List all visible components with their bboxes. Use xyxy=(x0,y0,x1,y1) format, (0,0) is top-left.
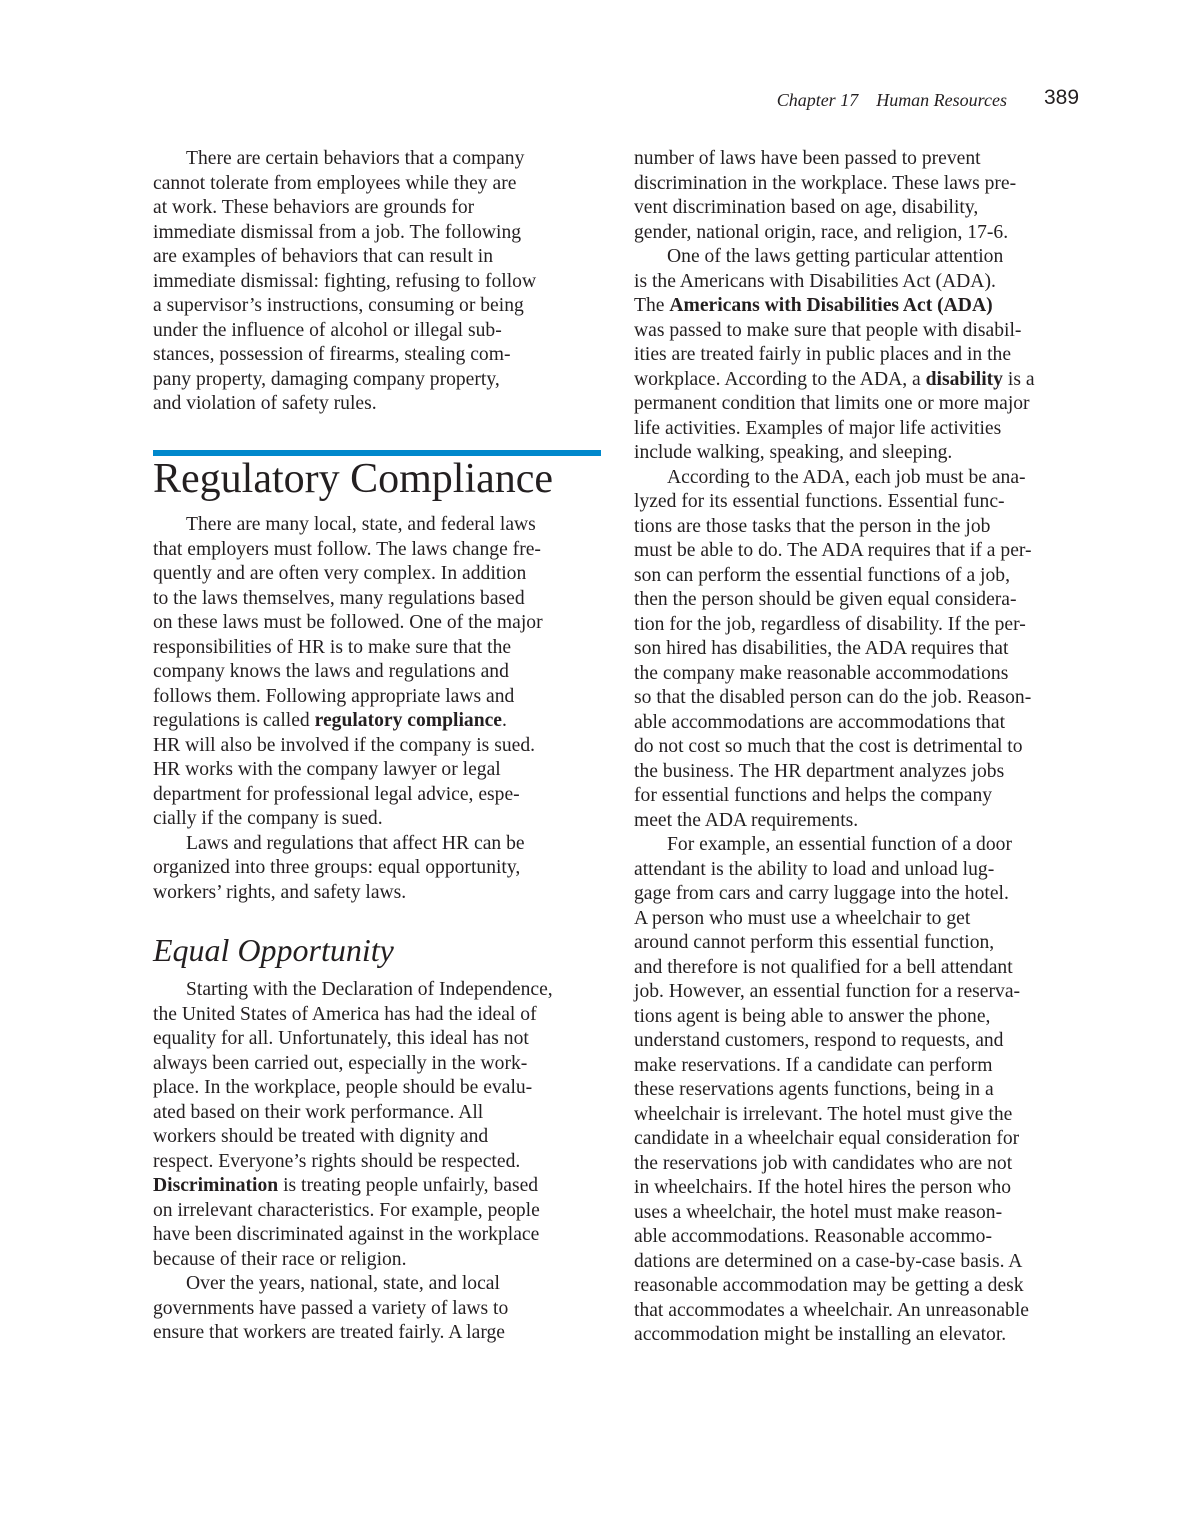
text-line: stances, possession of firearms, stealing com- xyxy=(153,344,511,365)
text-line: discrimination in the workplace. These laws pre- xyxy=(634,172,1017,194)
text-line: son hired has disabilities, the ADA requires that xyxy=(634,638,1009,659)
text-line: understand customers, respond to requests, and xyxy=(634,1030,1004,1051)
text-line: always been carried out, especially in the work- xyxy=(153,1052,528,1074)
text-line: uses a wheelchair, the hotel must make reason- xyxy=(634,1201,1003,1223)
text-line: reasonable accommodation may be getting a desk xyxy=(634,1275,1024,1296)
text-line: that employers must follow. The laws change fre- xyxy=(153,538,541,560)
subsection-heading: Equal Opportunity xyxy=(153,932,394,968)
text-line: cannot tolerate from employees while they are xyxy=(153,172,517,194)
text-line: cially if the company is sued. xyxy=(153,808,383,829)
text-span: regulations is called xyxy=(153,710,315,731)
text-line: There are many local, state, and federal laws xyxy=(186,514,536,535)
text-line: permanent condition that limits one or more major xyxy=(634,393,1030,414)
text-line: equality for all. Unfortunately, this ideal has not xyxy=(153,1028,529,1049)
text-line: immediate dismissal: fighting, refusing to follow xyxy=(153,270,537,292)
text-line: around cannot perform this essential function, xyxy=(634,932,995,953)
text-line: Starting with the Declaration of Independence, xyxy=(186,979,553,1000)
text-line: because of their race or religion. xyxy=(153,1248,407,1270)
text-line: wheelchair is irrelevant. The hotel must give the xyxy=(634,1103,1013,1125)
text-line: are examples of behaviors that can result in xyxy=(153,246,494,267)
text-line: tions agent is being able to answer the phone, xyxy=(634,1005,991,1027)
text-line: place. In the workplace, people should be evalu- xyxy=(153,1077,533,1098)
text-span: The xyxy=(634,295,670,316)
text-line: and therefore is not qualified for a bell attendant xyxy=(634,956,1013,978)
right-column xyxy=(634,147,1084,1348)
text-line: company knows the laws and regulations and xyxy=(153,661,509,682)
section-heading: Regulatory Compliance xyxy=(153,456,554,502)
text-line: able accommodations are accommodations that xyxy=(634,711,1006,733)
text-line: job. However, an essential function for a reserva- xyxy=(634,981,1021,1002)
text-line: Over the years, national, state, and local xyxy=(186,1273,500,1294)
page-number: 389 xyxy=(1044,86,1080,109)
text-line: tions are those tasks that the person in the job xyxy=(634,515,991,537)
text-line: is the Americans with Disabilities Act (ADA). xyxy=(634,270,996,292)
text-line: There are certain behaviors that a company xyxy=(186,148,525,169)
text-line: for essential functions and helps the company xyxy=(634,785,993,806)
text-line: lyzed for its essential functions. Essential func- xyxy=(634,491,1005,512)
text-line: so that the disabled person can do the job. Reason- xyxy=(634,687,1032,708)
text-line xyxy=(634,368,1084,393)
left-paragraph-2 xyxy=(153,513,603,905)
left-paragraph-4 xyxy=(153,978,603,1346)
text-line: must be able to do. The ADA requires that if a per- xyxy=(634,540,1032,561)
text-line: make reservations. If a candidate can perform xyxy=(634,1054,993,1076)
running-head: Chapter 17 Human Resources xyxy=(776,90,1007,110)
text-line: workers should be treated with dignity and xyxy=(153,1126,489,1147)
text-line: Laws and regulations that affect HR can be xyxy=(186,832,525,854)
text-line: then the person should be given equal considera- xyxy=(634,589,1017,610)
text-line: respect. Everyone’s rights should be respected. xyxy=(153,1150,521,1172)
text-line: do not cost so much that the cost is detrimental to xyxy=(634,736,1023,757)
text-line: quently and are often very complex. In addition xyxy=(153,563,527,584)
text-line: number of laws have been passed to prevent xyxy=(634,148,981,169)
key-term-ada: Americans with Disabilities Act (ADA) xyxy=(669,295,993,316)
text-line: tion for the job, regardless of disability. If the per- xyxy=(634,613,1026,635)
text-line: under the influence of alcohol or illegal sub- xyxy=(153,319,502,341)
text-line: gage from cars and carry luggage into the hotel. xyxy=(634,883,1009,904)
key-term-discrimination: Discrimination xyxy=(153,1175,279,1196)
text-line: pany property, damaging company property, xyxy=(153,368,500,390)
text-line: that accommodates a wheelchair. An unreasonable xyxy=(634,1299,1029,1321)
text-line: follows them. Following appropriate laws and xyxy=(153,685,515,707)
text-line: workers’ rights, and safety laws. xyxy=(153,881,407,903)
text-line: accommodation might be installing an elevator. xyxy=(634,1324,1007,1345)
text-line: on these laws must be followed. One of the major xyxy=(153,612,543,633)
text-line xyxy=(153,1174,603,1199)
text-line: governments have passed a variety of laws to xyxy=(153,1297,509,1319)
text-line: ensure that workers are treated fairly. A large xyxy=(153,1322,505,1343)
text-span: . xyxy=(501,710,507,731)
text-span: is a xyxy=(1002,368,1035,390)
text-line: vent discrimination based on age, disability, xyxy=(634,197,979,218)
text-line: to the laws themselves, many regulations based xyxy=(153,587,525,609)
text-span: workplace. According to the ADA, a xyxy=(634,368,926,390)
text-line: at work. These behaviors are grounds for xyxy=(153,197,475,218)
text-line: the company make reasonable accommodations xyxy=(634,662,1009,684)
left-paragraph-1 xyxy=(153,147,603,417)
text-line: life activities. Examples of major life activities xyxy=(634,417,1002,439)
text-line: son can perform the essential functions of a job, xyxy=(634,564,1010,586)
text-line: organized into three groups: equal opportunity, xyxy=(153,857,521,878)
text-line: the reservations job with candidates who are not xyxy=(634,1152,1013,1174)
text-line: A person who must use a wheelchair to get xyxy=(634,907,971,929)
text-line: department for professional legal advice, espe- xyxy=(153,783,520,805)
key-term-regulatory-compliance: regulatory compliance xyxy=(314,710,502,731)
text-line: For example, an essential function of a door xyxy=(667,834,1012,855)
text-line: ities are treated fairly in public places and in the xyxy=(634,344,1012,365)
text-line: responsibilities of HR is to make sure that the xyxy=(153,636,512,658)
text-line: include walking, speaking, and sleeping. xyxy=(634,442,953,463)
text-line: ated based on their work performance. All xyxy=(153,1101,484,1123)
text-line: was passed to make sure that people with disabil- xyxy=(634,319,1022,341)
text-line: able accommodations. Reasonable accommo- xyxy=(634,1226,992,1247)
text-line: have been discriminated against in the workplace xyxy=(153,1224,540,1245)
text-line: attendant is the ability to load and unload lug- xyxy=(634,858,995,880)
text-line: the United States of America has had the ideal of xyxy=(153,1003,537,1025)
text-line: and violation of safety rules. xyxy=(153,393,377,414)
text-line: HR works with the company lawyer or legal xyxy=(153,759,501,780)
text-line xyxy=(153,709,603,734)
text-line: HR will also be involved if the company is sued. xyxy=(153,734,536,756)
text-line: meet the ADA requirements. xyxy=(634,809,859,831)
text-line: dations are determined on a case-by-case basis. A xyxy=(634,1250,1023,1272)
text-line: in wheelchairs. If the hotel hires the person who xyxy=(634,1177,1012,1198)
text-line: According to the ADA, each job must be ana- xyxy=(667,466,1026,488)
text-line xyxy=(634,294,1084,319)
text-line: immediate dismissal from a job. The following xyxy=(153,221,522,243)
text-span: is treating people unfairly, based xyxy=(278,1175,539,1196)
text-line: the business. The HR department analyzes jobs xyxy=(634,760,1005,782)
text-line: these reservations agents functions, being in a xyxy=(634,1079,994,1100)
text-line: candidate in a wheelchair equal consideration for xyxy=(634,1128,1020,1149)
text-line: on irrelevant characteristics. For example, people xyxy=(153,1199,540,1221)
text-line: gender, national origin, race, and religion, 17-6. xyxy=(634,221,1009,243)
key-term-disability: disability xyxy=(925,368,1003,390)
text-line: One of the laws getting particular attention xyxy=(667,246,1004,267)
text-line: a supervisor’s instructions, consuming or being xyxy=(153,295,524,316)
page-header xyxy=(0,86,1190,116)
